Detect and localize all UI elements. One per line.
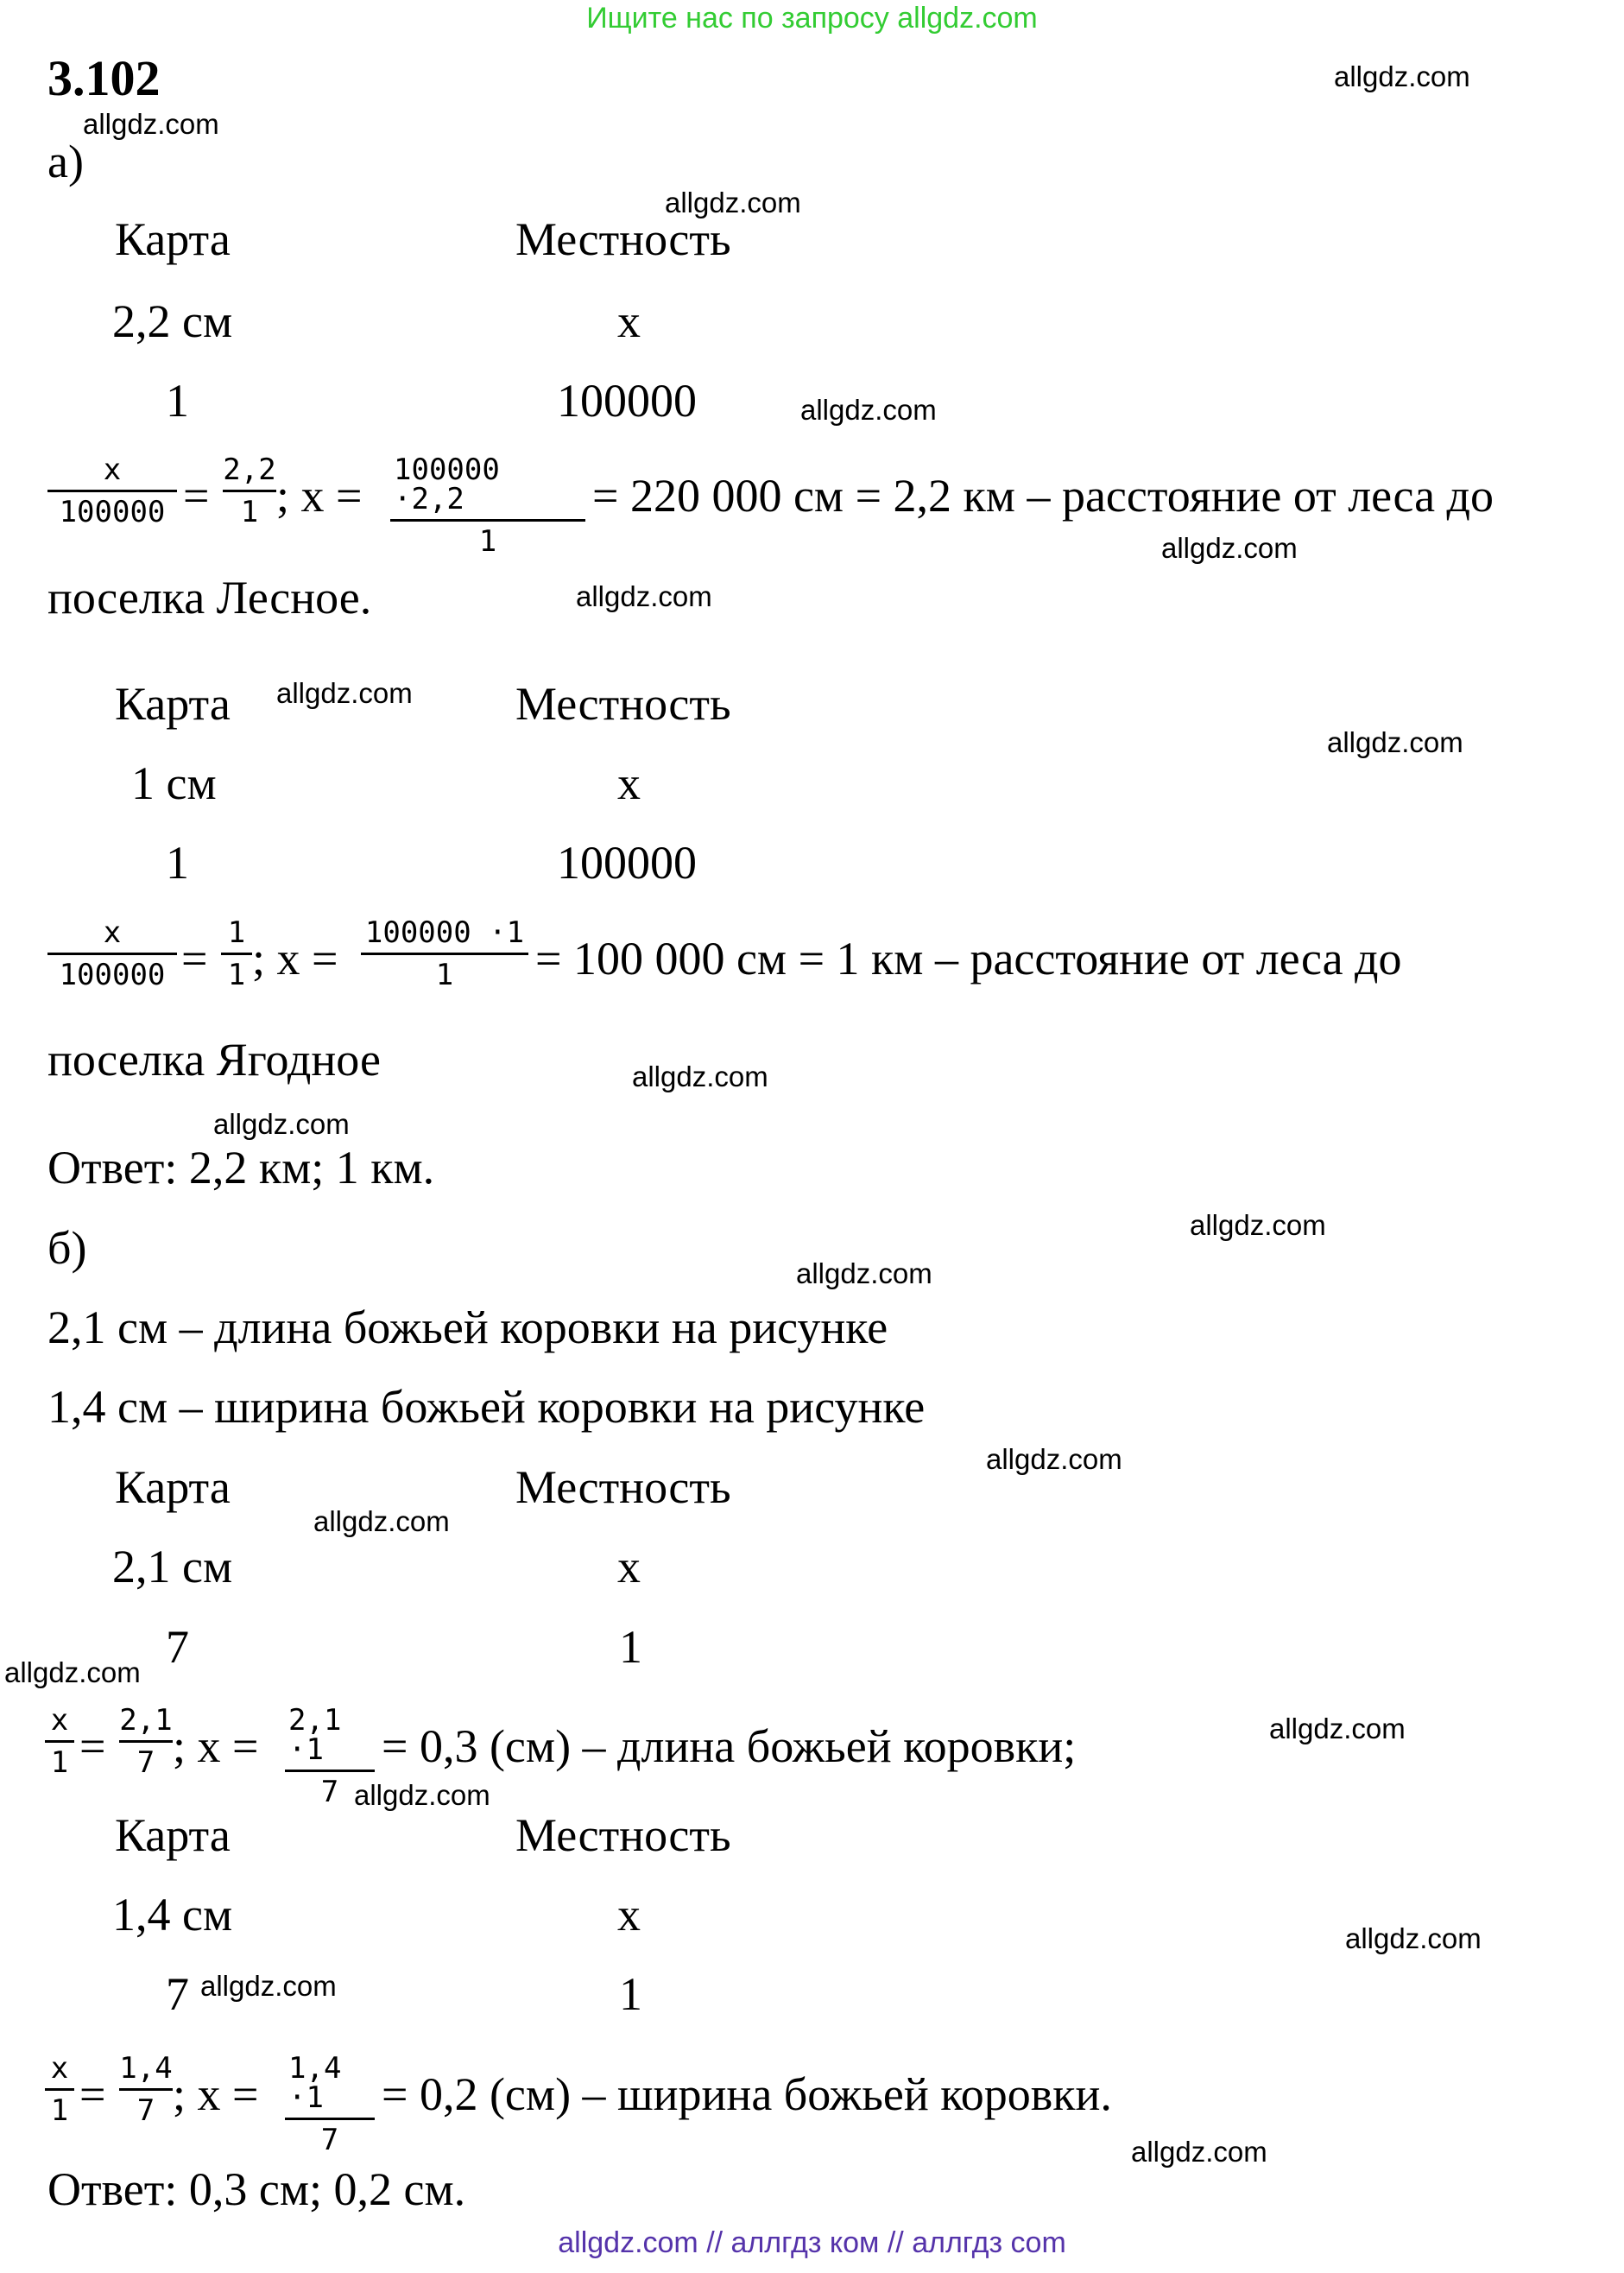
- watermark: allgdz.com: [576, 580, 712, 612]
- fraction: 2,1 ·1 7: [285, 1706, 375, 1807]
- fraction: x 1: [45, 2054, 74, 2125]
- table-header-ground: Местность: [515, 1809, 731, 1861]
- watermark: allgdz.com: [276, 677, 413, 709]
- table-cell-map: 7: [166, 1968, 189, 2020]
- equation-text: = 0,3 (см) – длина божьей коровки;: [382, 1720, 1077, 1772]
- equation-text: ; x =: [276, 470, 363, 522]
- table-cell-map: 7: [166, 1621, 189, 1673]
- watermark: allgdz.com: [1327, 726, 1463, 758]
- table-cell-ground: x: [617, 1889, 641, 1941]
- watermark: allgdz.com: [313, 1505, 450, 1537]
- watermark: allgdz.com: [1345, 1922, 1482, 1954]
- fraction: 100000 ·2,2 1: [390, 455, 585, 556]
- watermark: allgdz.com: [800, 394, 937, 426]
- table-cell-ground: x: [617, 1541, 641, 1592]
- text-line: 2,1 см – длина божьей коровки на рисунке: [47, 1301, 888, 1353]
- watermark: allgdz.com: [632, 1061, 768, 1092]
- fraction: x 100000: [47, 918, 177, 990]
- answer: Ответ: 0,3 см; 0,2 см.: [47, 2163, 466, 2215]
- fraction: x 100000: [47, 455, 177, 527]
- fraction: x 1: [45, 1706, 74, 1777]
- table-header-map: Карта: [115, 213, 231, 265]
- fraction: 1 1: [221, 918, 252, 990]
- fraction: 1,4 ·1 7: [285, 2054, 375, 2155]
- watermark: allgdz.com: [1190, 1209, 1326, 1241]
- table-cell-ground: 1: [619, 1621, 642, 1673]
- table-cell-map: 1,4 см: [112, 1889, 233, 1941]
- watermark: allgdz.com: [796, 1257, 932, 1289]
- equation-text: = 220 000 см = 2,2 км – расстояние от леса до: [592, 470, 1494, 522]
- watermark: allgdz.com: [1269, 1713, 1406, 1744]
- equals-sign: =: [79, 2068, 106, 2120]
- table-header-map: Карта: [115, 1461, 231, 1513]
- part-a-label: а): [47, 136, 84, 187]
- table-header-ground: Местность: [515, 678, 731, 730]
- equation-text: = 100 000 см = 1 км – расстояние от леса до: [535, 933, 1402, 985]
- watermark: allgdz.com: [1161, 532, 1298, 564]
- equation-text: поселка Лесное.: [47, 572, 372, 624]
- table-cell-ground: 100000: [557, 837, 697, 889]
- equation-text: поселка Ягодное: [47, 1034, 381, 1086]
- watermark: allgdz.com: [213, 1108, 350, 1140]
- watermark: allgdz.com: [4, 1656, 141, 1688]
- table-cell-ground: x: [617, 295, 641, 347]
- top-ad-link[interactable]: Ищите нас по запросу allgdz.com: [586, 2, 1038, 35]
- table-cell-map: 2,1 см: [112, 1541, 233, 1592]
- fraction: 2,2 1: [223, 453, 276, 529]
- equation-text: ; x =: [173, 1720, 259, 1772]
- watermark: allgdz.com: [1334, 60, 1470, 92]
- problem-number: 3.102: [47, 50, 161, 106]
- equation-text: ; x =: [173, 2068, 259, 2120]
- part-b-label: б): [47, 1222, 87, 1274]
- watermark: allgdz.com: [83, 108, 219, 140]
- equals-sign: =: [181, 933, 208, 985]
- table-cell-ground: 1: [619, 1968, 642, 2020]
- table-cell-map: 1: [166, 837, 189, 889]
- text-line: 1,4 см – ширина божьей коровки на рисунке: [47, 1381, 926, 1433]
- table-cell-map: 2,2 см: [112, 295, 233, 347]
- table-cell-map: 1: [166, 375, 189, 427]
- watermark: allgdz.com: [665, 187, 801, 218]
- fraction: 2,1 7: [119, 1703, 173, 1780]
- watermark: allgdz.com: [200, 1970, 337, 2002]
- table-header-map: Карта: [115, 1809, 231, 1861]
- table-cell-ground: x: [617, 757, 641, 809]
- equation-text: = 0,2 (см) – ширина божьей коровки.: [382, 2068, 1112, 2120]
- table-header-ground: Местность: [515, 213, 731, 265]
- table-cell-map: 1 см: [131, 757, 217, 809]
- table-cell-ground: 100000: [557, 375, 697, 427]
- equals-sign: =: [183, 470, 210, 522]
- fraction: 100000 ·1 1: [361, 918, 528, 990]
- watermark: allgdz.com: [1131, 2136, 1267, 2168]
- equation-text: ; x =: [252, 933, 338, 985]
- equals-sign: =: [79, 1720, 106, 1772]
- watermark: allgdz.com: [354, 1779, 490, 1811]
- bottom-ad-link[interactable]: allgdz.com // аллгдз ком // аллгдз com: [558, 2226, 1066, 2259]
- fraction: 1,4 7: [119, 2051, 173, 2128]
- watermark: allgdz.com: [986, 1443, 1122, 1475]
- table-header-map: Карта: [115, 678, 231, 730]
- answer: Ответ: 2,2 км; 1 км.: [47, 1142, 435, 1193]
- table-header-ground: Местность: [515, 1461, 731, 1513]
